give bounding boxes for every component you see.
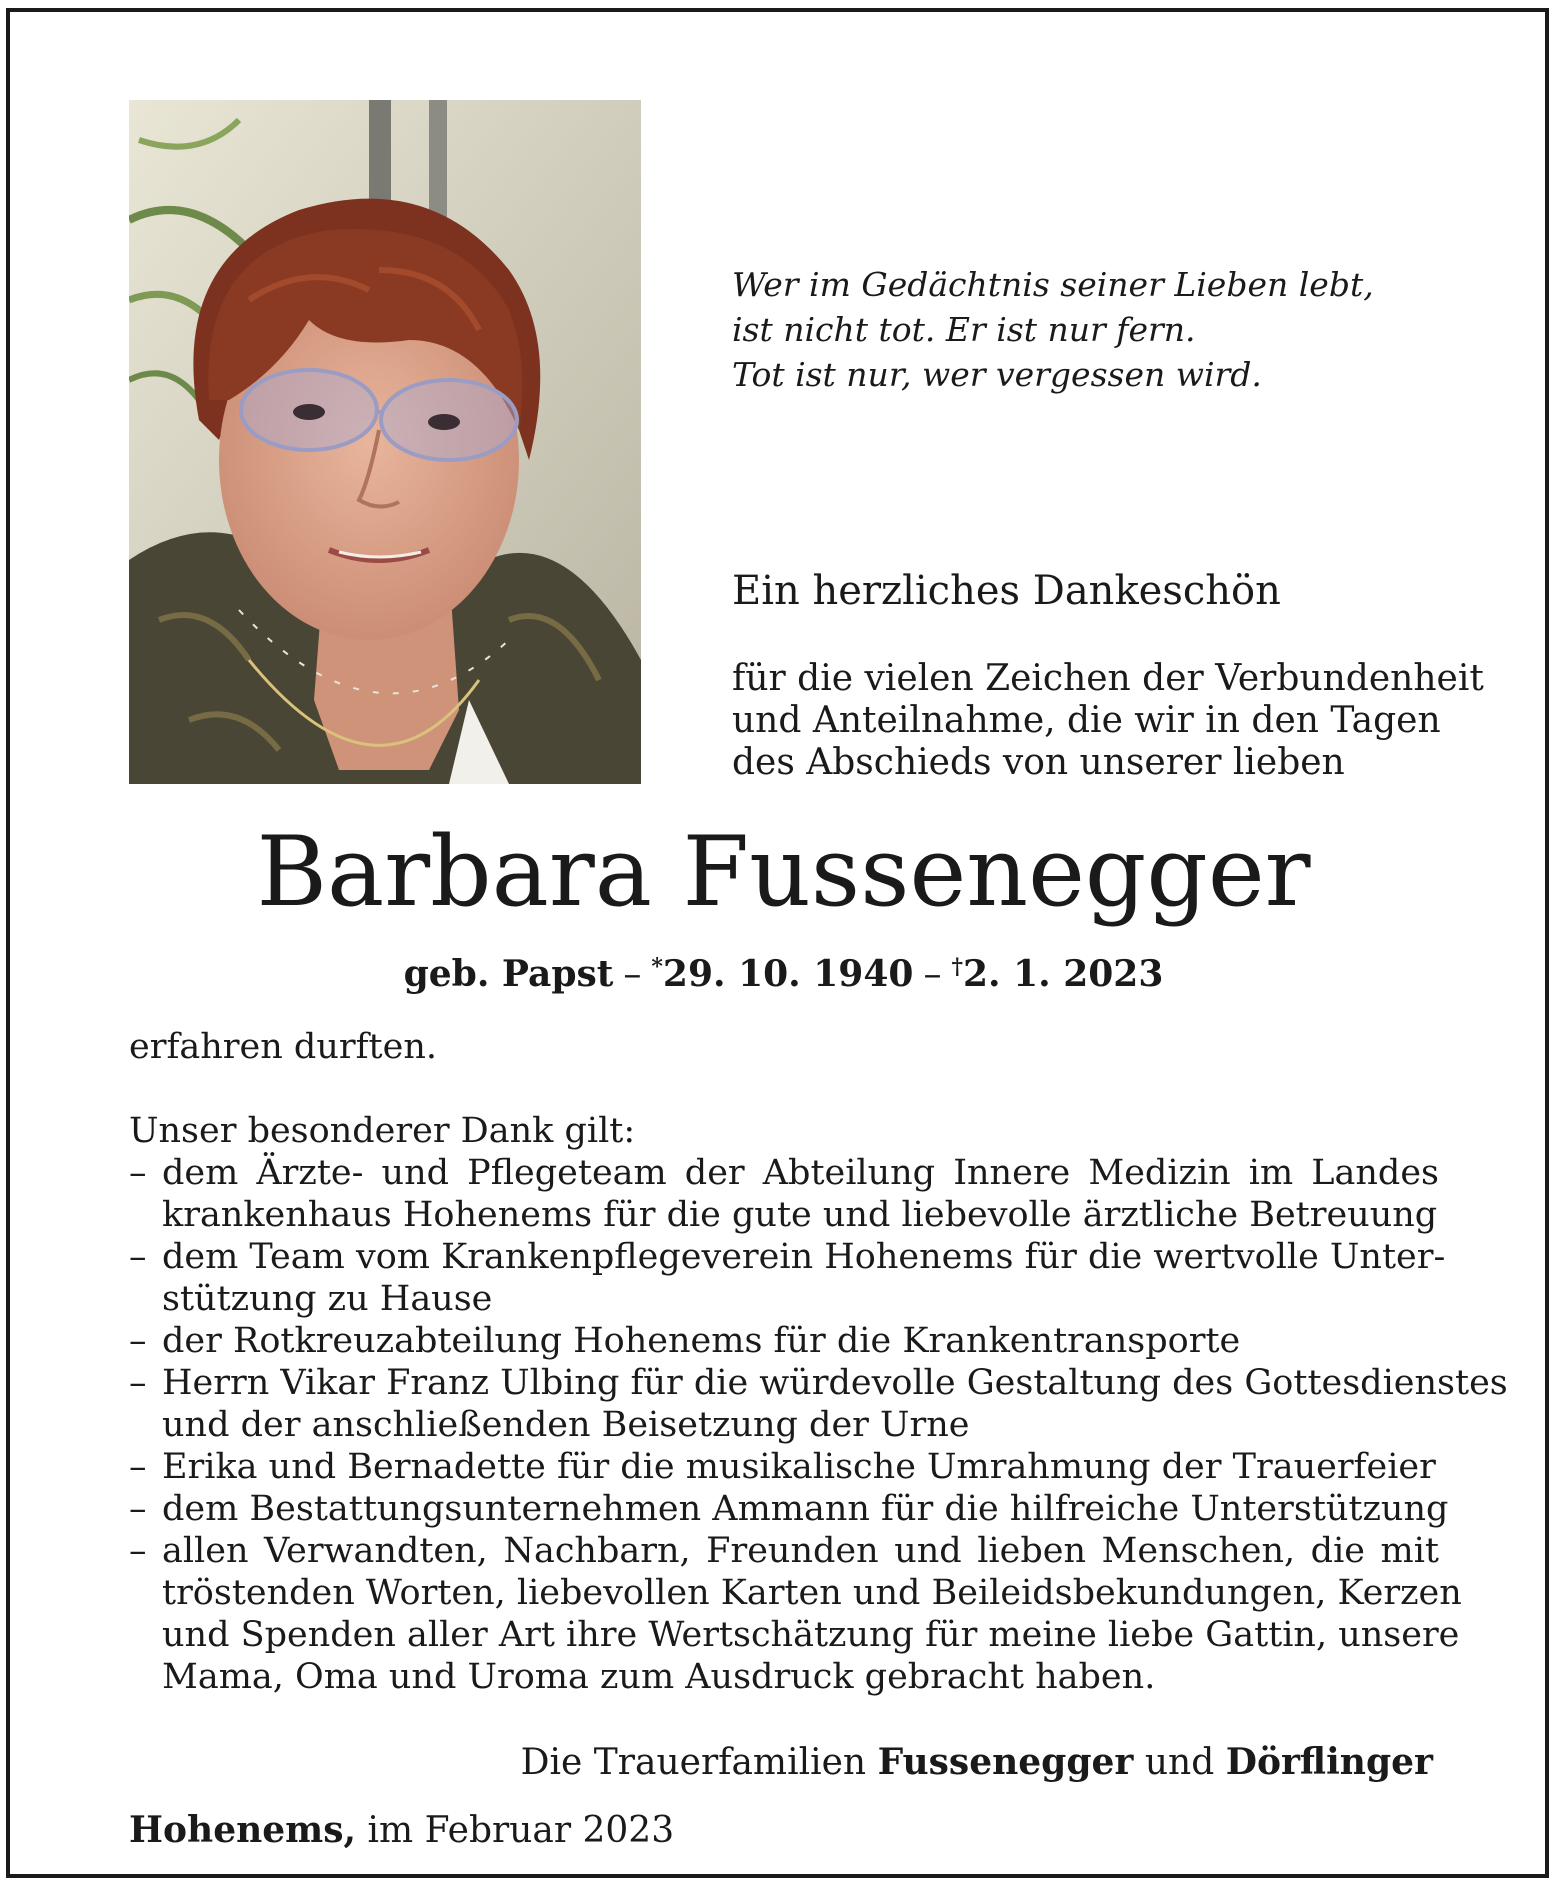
separator: –	[623, 954, 642, 995]
separator: –	[923, 954, 942, 995]
thanks-line: für die vielen Zeichen der Verbundenheit	[732, 658, 1484, 699]
thanks-line: des Abschieds von unserer lieben	[732, 742, 1345, 783]
list-item-line: der Rotkreuzabteilung Hohenems für die Krankentransporte	[162, 1321, 1241, 1361]
deceased-name: Barbara Fussenegger	[256, 816, 1311, 928]
list-item-line: Mama, Oma und Uroma zum Ausdruck gebracht haben.	[162, 1657, 1156, 1697]
thanks-list-item	[129, 1446, 1439, 1488]
list-dash: –	[129, 1489, 147, 1529]
signature-prefix: Die Trauerfamilien	[520, 1742, 867, 1783]
thanks-list-item	[129, 1320, 1439, 1362]
list-item-line: und Spenden aller Art ihre Wertschätzung für meine liebe Gattin, unsere	[162, 1615, 1460, 1655]
place-date-text: im Februar 2023	[367, 1810, 675, 1851]
list-item-line: Erika und Bernadette für die musikalische Umrahmung der Trauerfeier	[162, 1447, 1436, 1487]
list-item-line: krankenhaus Hohenems für die gute und liebevolle ärztliche Betreuung	[162, 1195, 1438, 1235]
thanks-list-item	[129, 1236, 1446, 1320]
family-name: Dörflinger	[1225, 1741, 1433, 1783]
birth-date: 29. 10. 1940	[662, 953, 914, 995]
thanks-list-item	[129, 1530, 1462, 1698]
thanks-list-item	[129, 1152, 1439, 1236]
life-dates	[0, 943, 1567, 999]
birth-symbol: *	[651, 954, 663, 980]
thanks-heading: Ein herzliches Dankeschön	[732, 568, 1281, 614]
list-item-line: dem Ärzte- und Pflegeteam der Abteilung Innere Medizin im Landes	[162, 1153, 1439, 1193]
signature-conjunction: und	[1144, 1742, 1215, 1783]
list-item-line: stützung zu Hause	[162, 1279, 493, 1319]
family-name: Fussenegger	[877, 1741, 1134, 1783]
quote-line: Tot ist nur, wer vergessen wird.	[732, 355, 1262, 394]
thanks-intro: Unser besonderer Dank gilt:	[129, 1111, 636, 1151]
place-date	[129, 1806, 674, 1855]
quote-line: Wer im Gedächtnis seiner Lieben lebt,	[732, 265, 1374, 304]
list-item-line: allen Verwandten, Nachbarn, Freunden und lieben Menschen, die mit	[162, 1531, 1439, 1571]
list-item-line: dem Bestattungsunternehmen Ammann für die hilfreiche Unterstützung	[162, 1489, 1449, 1529]
list-dash: –	[129, 1531, 147, 1571]
thanks-list	[129, 1152, 1508, 1698]
death-symbol: †	[951, 954, 963, 980]
portrait-photo	[129, 100, 641, 784]
maiden-name: geb. Papst	[403, 953, 614, 995]
quote-line: ist nicht tot. Er ist nur fern.	[732, 310, 1196, 349]
list-dash: –	[129, 1321, 147, 1361]
thanks-paragraph	[732, 658, 1484, 784]
memorial-quote	[732, 262, 1452, 397]
portrait-illustration	[129, 100, 641, 784]
list-item-line: tröstenden Worten, liebevollen Karten und Beileidsbekundungen, Kerzen	[162, 1573, 1462, 1613]
list-dash: –	[129, 1447, 147, 1487]
signature	[521, 1738, 1433, 1787]
thanks-line: und Anteilnahme, die wir in den Tagen	[732, 700, 1441, 741]
list-dash: –	[129, 1237, 147, 1277]
continuation-text: erfahren durften.	[129, 1027, 437, 1067]
body-text	[129, 1026, 1508, 1698]
death-date: 2. 1. 2023	[962, 953, 1164, 995]
list-dash: –	[129, 1363, 147, 1403]
thanks-list-item	[129, 1362, 1508, 1446]
list-item-line: dem Team vom Krankenpflegeverein Hohenems für die wertvolle Unter-	[162, 1237, 1446, 1277]
list-item-line: und der anschließenden Beisetzung der Urne	[162, 1405, 970, 1445]
list-dash: –	[129, 1153, 147, 1193]
thanks-list-item	[129, 1488, 1449, 1530]
place-city: Hohenems,	[129, 1809, 357, 1851]
list-item-line: Herrn Vikar Franz Ulbing für die würdevolle Gestaltung des Gottesdienstes	[162, 1363, 1508, 1403]
